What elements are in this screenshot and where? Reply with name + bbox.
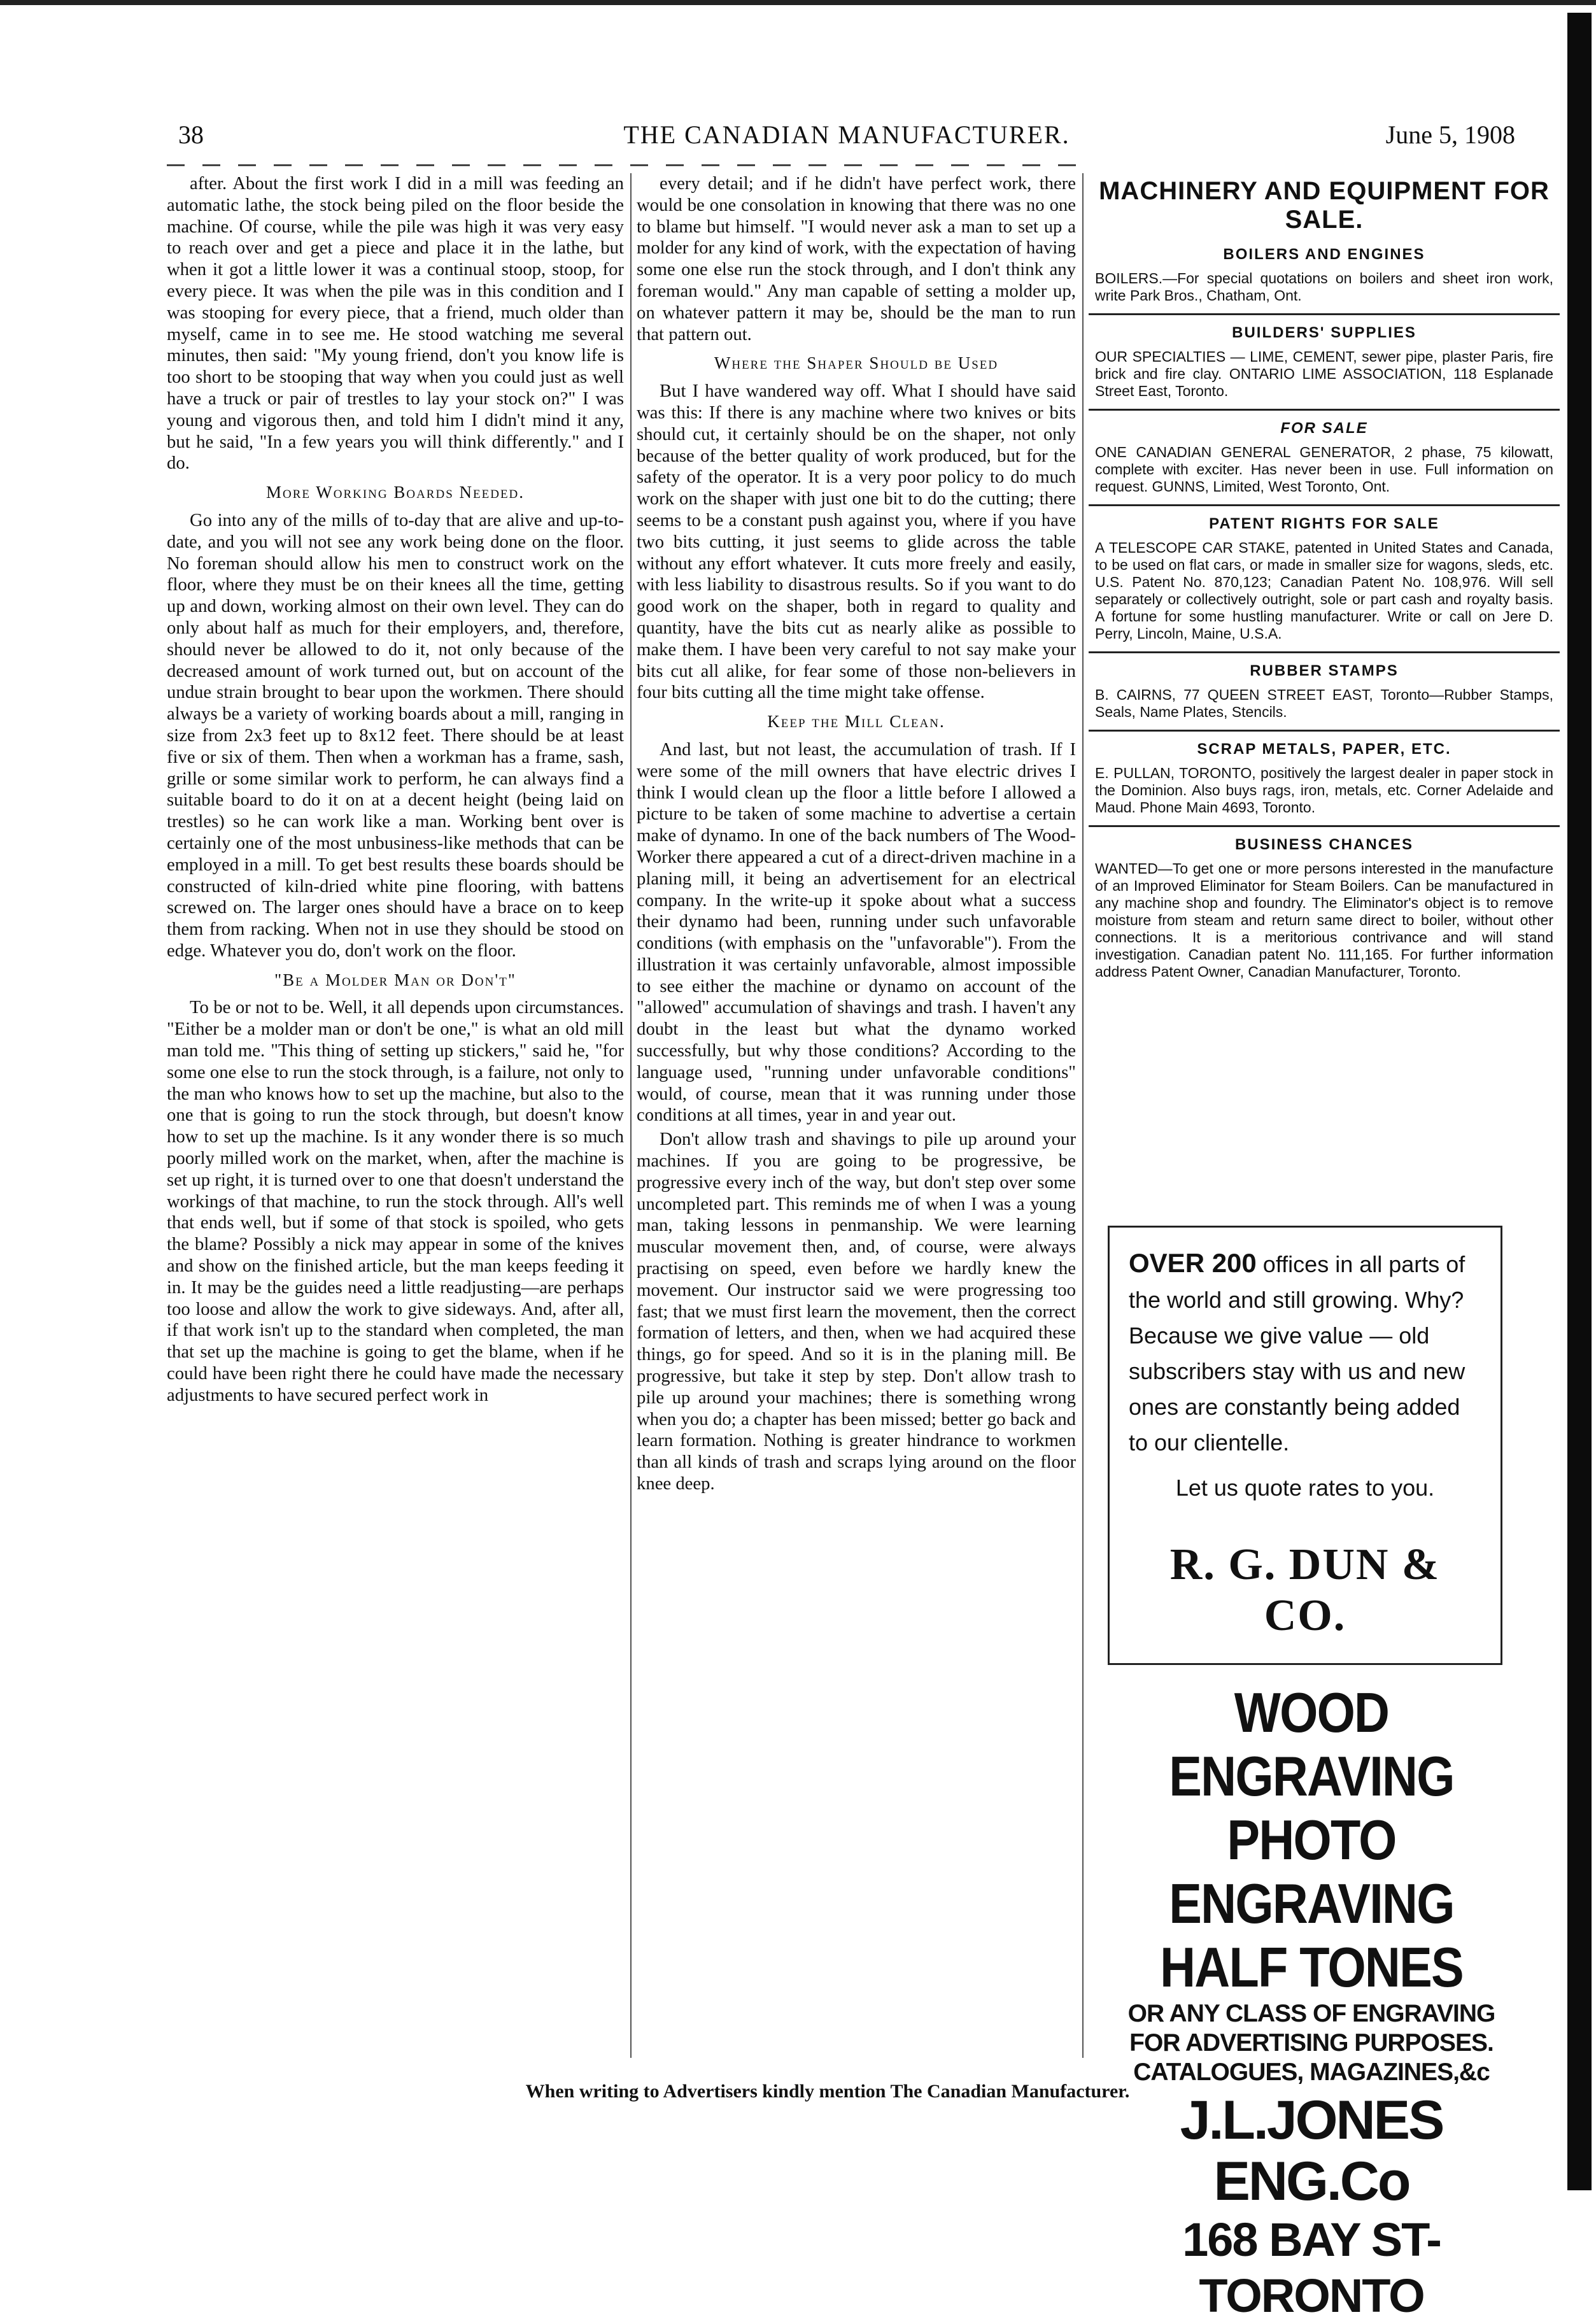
- eng-line-6: CATALOGUES, MAGAZINES,&c: [1133, 2058, 1490, 2086]
- classified-heading: FOR SALE: [1089, 409, 1560, 437]
- eng-firm: J.L.JONES ENG.Co: [1180, 2090, 1443, 2212]
- dun-ad-firm: R. G. DUN & CO.: [1169, 1540, 1441, 1640]
- column-rule-1: [630, 173, 632, 2058]
- section-heading: Keep the Mill Clean.: [767, 712, 945, 732]
- dun-ad-body: offices in all parts of the world and still growing. Why? Because we give value — old subscribers stay with us and new ones are constantly being added to our clientelle.: [1129, 1251, 1465, 1456]
- scan-edge-bar: [1567, 13, 1592, 2190]
- classified-body: B. CAIRNS, 77 QUEEN STREET EAST, Toronto—Rubber Stamps, Seals, Name Plates, Stencils.: [1095, 686, 1553, 720]
- article-column-1: [167, 173, 624, 2058]
- eng-line-5: FOR ADVERTISING PURPOSES.: [1129, 2029, 1494, 2057]
- eng-line-3: HALF TONES: [1160, 1936, 1463, 1999]
- top-rule: [0, 0, 1596, 5]
- column-rule-2: [1082, 173, 1084, 2058]
- eng-line-1: WOOD ENGRAVING: [1169, 1681, 1454, 1808]
- eng-line-4: OR ANY CLASS OF ENGRAVING: [1127, 2000, 1495, 2027]
- dun-ad-text: [1129, 1245, 1481, 1461]
- article-paragraph: after. About the first work I did in a mill was feeding an automatic lathe, the stock being piled on the floor beside the machine. Of course, while the pile was high it was very easy to reach over and get a piece and place it in the lathe, but when it got a little lower it was a continual stoop, stoop, for every piece. It was when the pile was in this condition and I was stooping for every piece, that a friend, much older than myself, came in to see me. He stood watching me several minutes, then said: "My young friend, don't you know life is too short to be stooping that way when you could just as well have a truck or pair of trestles to lay your stock on?" I was young and vigorous then, and told him I didn't mind it any, but he said, "In a few years you will think differently." and I do.: [167, 173, 624, 474]
- classified-body: A TELESCOPE CAR STAKE, patented in United States and Canada, to be used on flat cars, or made in smaller size for wagons, sleds, etc. U.S. Patent No. 870,123; Canadian Patent No. 108,976. Will sell separately or collectively outright, sole or part cash and royalty basis. A fortune for some hustling manufacturer. Write or call on Jere D. Perry, Lincoln, Maine, U.S.A.: [1095, 539, 1553, 642]
- page-header: [178, 120, 1515, 158]
- classified-heading: BUILDERS' SUPPLIES: [1089, 313, 1560, 342]
- eng-line-2: PHOTO ENGRAVING: [1169, 1808, 1454, 1935]
- article-paragraph: Go into any of the mills of to-day that are alive and up-to-date, and you will not see any work being done on the floor. No foreman should allow his men to construct work on the floor, where they must be on their knees all the time, getting up and down, working almost on their own level. They can do only about half as much for their employers, and, therefore, should never be allowed to do it, not only because of the decreased amount of work turned out, but on account of the undue strain brought to bear upon the workmen. There should always be a variety of working boards about a mill, ranging in size from 2x3 feet up to 8x12 feet. There should be at least five or six of them. Then when a workman has a frame, sash, grille or some similar work to perform, he can always find a suitable board to do it on at a decent height (being laid on trestles) so he can work like a man. Working bent over is certainly one of the most unbusiness-like methods that can be employed in a mill. To get best results these boards should be constructed of kiln-dried white pine flooring, with battens screwed on. The larger ones should have a brace on to keep them from racking. When not in use they should be stood on edge. Whatever you do, don't work on the floor.: [167, 509, 624, 961]
- classified-heading: BOILERS AND ENGINES: [1223, 246, 1425, 263]
- article-column-2: [637, 173, 1076, 2058]
- header-dash-rule: [167, 164, 1077, 166]
- eng-address: 168 BAY ST-TORONTO: [1182, 2213, 1441, 2322]
- section-heading: "Be a Molder Man or Don't": [274, 970, 516, 989]
- dun-ad-quote: Let us quote rates to you.: [1175, 1475, 1435, 1501]
- section-heading: Where the Shaper Should be Used: [714, 353, 999, 373]
- article-paragraph: But I have wandered way off. What I should have said was this: If there is any machine where two knives or bits should cut, it certainly should be on the shaper, not only because of the better quality of work produced, but for the safety of the operator. It is a very poor policy to do much work on the shaper with just one bit to do the cutting; there seems to be a constant push against you, where if you have two bits cutting, it just seems to glide across the table without any effort whatever. It cuts more freely and easily, with less liability to disastrous results. So if you want to do good work on the shaper, both in regard to quality and quantity, have the bits cut as nearly alike as possible to make them. I have been very careful to not say make your bits cut all alike, for fear some of those non-believers in four bits cutting all the time might take offense.: [637, 381, 1076, 703]
- classified-body: WANTED—To get one or more persons interested in the manufacture of an Improved Eliminator for Steam Boilers. Can be manufactured in any machine shop and foundry. The Eliminator's object is to remove moisture from steam and return same direct to boiler, without other connections. It is a meritorious contrivance and will stand investigation. Canadian patent No. 111,165. For further information address Patent Owner, Canadian Manufacturer, Toronto.: [1095, 860, 1553, 980]
- article-paragraph: Don't allow trash and shavings to pile up around your machines. If you are going to be progressive, be progressive every inch of the way, but don't step over some uncompleted part. This reminds me of when I was a young man, taking lessons in penmanship. We were learning muscular movement then, and, of course, were always practising on speed, even before we hardly knew the movement. Our instructor said we were progressing too fast; that we must first learn the movement, then the correct formation of letters, and then, when we had acquired these things, go for speed. And so it is in the planing mill. Be progressive, but take it step by step. Don't allow trash to pile up around your machines; there is something wrong when you do; a chapter has been missed; better go back and learn formation. Nothing is greater hindrance to workmen than all kinds of trash and scraps lying around on the floor knee deep.: [637, 1129, 1076, 1494]
- classified-heading: SCRAP METALS, PAPER, ETC.: [1089, 730, 1560, 758]
- classified-body: E. PULLAN, TORONTO, positively the largest dealer in paper stock in the Dominion. Also buys rags, iron, metals, etc. Corner Adelaide and Maud. Phone Main 4693, Toronto.: [1095, 765, 1553, 816]
- page-footer: When writing to Advertisers kindly mention The Canadian Manufacturer.: [525, 2081, 1130, 2102]
- publication-title: THE CANADIAN MANUFACTURER.: [623, 120, 1070, 149]
- engraving-advertisement: [1108, 1681, 1515, 2322]
- classifieds-title: MACHINERY AND EQUIPMENT FOR SALE.: [1099, 177, 1550, 234]
- page-number: 38: [178, 120, 204, 149]
- classified-body: OUR SPECIALTIES — LIME, CEMENT, sewer pipe, plaster Paris, fire brick and fire clay. ONTARIO LIME ASSOCIATION, 118 Esplanade Street East, Toronto.: [1095, 348, 1553, 399]
- article-paragraph: To be or not to be. Well, it all depends upon circumstances. "Either be a molder man or don't be one," is what an old mill man told me. "This thing of setting up stickers," said he, "for some one else to run the stock through, is a failure, not only to the man who knows how to set up the machine, but also to the one that is going to run the stock through, but doesn't know how to set up the machine. Is it any wonder there is so much poorly milled work on the market, when, after the machine is set up right, it is turned over to one that doesn't understand the workings of that machine, to run the stock through. All's well that ends well, but if some of that stock is spoiled, who gets the blame? Possibly a nick may appear in some of the knives and show on the finished article, but the man keeps feeding it in. It may be the guides need a little readjusting—are perhaps too loose and allow the work to give sideways. And, after all, if that work isn't up to the standard when completed, the man that set up the machine is going to get the blame, when if he could have been right there he could have made the necessary adjustments to have secured perfect work in: [167, 997, 624, 1405]
- dun-ad-lead: OVER 200: [1129, 1248, 1257, 1278]
- classified-body: ONE CANADIAN GENERAL GENERATOR, 2 phase, 75 kilowatt, complete with exciter. Has never been in use. Full information on request. GUNNS, Limited, West Toronto, Ont.: [1095, 444, 1553, 495]
- classified-heading: RUBBER STAMPS: [1089, 651, 1560, 680]
- section-heading: More Working Boards Needed.: [265, 483, 525, 502]
- article-paragraph: And last, but not least, the accumulation of trash. If I were some of the mill owners that have electric drives I think I would clean up the floor a little before I allowed a picture to be taken of some machine to advertise a certain make of dynamo. In one of the back numbers of The Wood-Worker there appeared a cut of a direct-driven machine in a planing mill, it being an advertisement for an electrical company. In the write-up it spoke about what a success their dynamo had been, running under such unfavorable conditions (with emphasis on the "unfavorable"). From the illustration it was certainly unfavorable, almost impossible to see either the machine or dynamo on account of the "allowed" accumulation of shavings and trash. I haven't any doubt in the least but what the dynamo worked successfully, but why those conditions? According to the language used, "running under unfavorable conditions" would, of course, mean that it was running under those conditions at all times, year in and year out.: [637, 739, 1076, 1126]
- dun-advertisement: [1108, 1226, 1502, 1665]
- article-paragraph: every detail; and if he didn't have perfect work, there would be one consolation in knowing that there was no one to blame but himself. "I would never ask a man to set up a molder for any kind of work, with the expectation of having some one else run the stock through, and I don't think any foreman would." Any man capable of setting a molder up, on whatever pattern it may be, should be the man to run that pattern out.: [637, 173, 1076, 344]
- issue-date: June 5, 1908: [1385, 120, 1515, 149]
- classified-body: BOILERS.—For special quotations on boilers and sheet iron work, write Park Bros., Chatham, Ont.: [1095, 270, 1553, 304]
- classified-list: [1089, 243, 1560, 981]
- classified-heading: BUSINESS CHANCES: [1089, 825, 1560, 854]
- classified-heading: PATENT RIGHTS FOR SALE: [1089, 504, 1560, 533]
